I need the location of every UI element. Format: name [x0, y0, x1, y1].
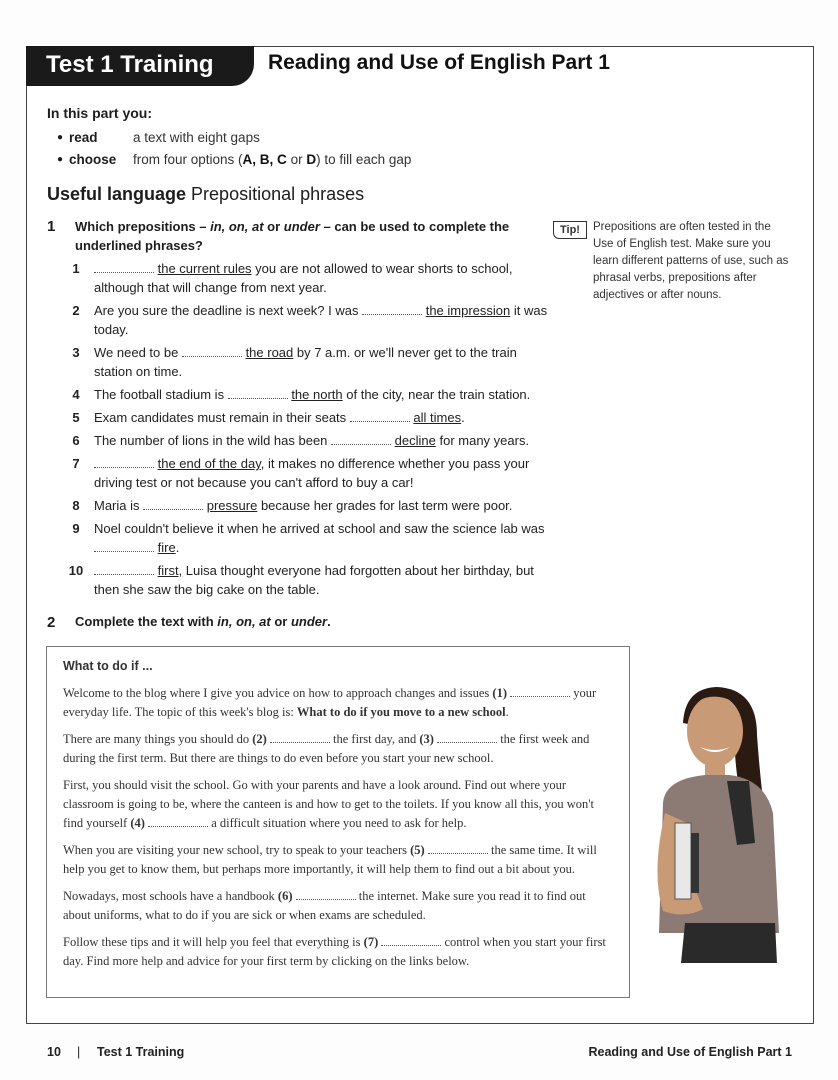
header-bar — [26, 46, 814, 86]
bullet-desc: a text with eight gaps — [133, 129, 260, 145]
question-1-instructions: 1 Which prepositions – in, on, at or under – can be used to complete the underlined phrases? — [47, 218, 510, 253]
bullet-verb: choose — [69, 151, 117, 167]
bullet-icon: ● — [57, 131, 64, 143]
item-8: 8 Maria is pressure because her grades for last term were poor. — [72, 498, 513, 513]
gap — [270, 730, 330, 743]
gap — [428, 841, 488, 854]
intro-label: In this part you: — [47, 105, 152, 121]
blog-title: What to do if ... — [63, 659, 153, 673]
useful-language-heading: Useful language Prepositional phrases — [47, 184, 365, 204]
item-2: 2 Are you sure the deadline is next week? I was the impression it was today. — [72, 303, 548, 337]
gap — [94, 562, 154, 575]
test-badge: Test 1 Training — [26, 46, 254, 86]
gap — [331, 432, 391, 445]
tip-badge: Tip! — [553, 221, 587, 239]
bullet-desc: from four options (A, B, C or D) to fill each gap — [133, 151, 412, 167]
gap — [350, 409, 410, 422]
page-number: 10 — [47, 1045, 61, 1059]
item-7: 7 the end of the day, it makes no difference whether you pass your driving test or not because you can't afford to buy a car! — [72, 456, 530, 490]
gap — [381, 933, 441, 946]
item-5: 5 Exam candidates must remain in their seats all times. — [72, 410, 465, 425]
bullet-choose — [57, 148, 411, 170]
page-title: Reading and Use of English Part 1 — [268, 51, 610, 74]
blog-paragraph: Follow these tips and it will help you feel that everything is (7) control when you start your first day. Find more help and advice for your first term by clicking on the links below. — [63, 935, 606, 968]
footer-left: Test 1 Training — [97, 1045, 185, 1059]
intro-bullets — [57, 126, 411, 170]
question-number: 1 — [47, 218, 56, 235]
bullet-read — [57, 126, 411, 148]
gap — [510, 684, 570, 697]
item-10: 10 first, Luisa thought everyone had forgotten about her birthday, but then she saw the big cake on the table. — [68, 563, 534, 597]
question-number: 2 — [47, 614, 56, 631]
gap — [437, 730, 497, 743]
gap — [94, 260, 154, 273]
bullet-verb: read — [69, 129, 98, 145]
gap — [182, 344, 242, 357]
blog-paragraph: Nowadays, most schools have a handbook (6) the internet. Make sure you read it to find out about uniforms, what to do if you are sick or when exams are scheduled. — [63, 889, 586, 922]
blog-paragraph: Welcome to the blog where I give you advice on how to approach changes and issues (1) your everyday life. The topic of this week's blog is: What to do if you move to a new school. — [63, 686, 597, 719]
item-4: 4 The football stadium is the north of the city, near the train station. — [72, 387, 531, 402]
blog-paragraph: First, you should visit the school. Go with your parents and have a look around. Find out where your classroom is going to be, where the canteen is and how to get to the toilets. If you know all this, you won't find yourself (4) a difficult situation where you need to ask for help. — [63, 778, 594, 830]
student-photo — [645, 683, 783, 963]
tip-box — [553, 219, 793, 304]
item-9: 9 Noel couldn't believe it when he arrived at school and saw the science lab was fire. — [72, 521, 545, 555]
question-2-instructions: 2 Complete the text with in, on, at or under. — [47, 614, 331, 631]
tip-text: Prepositions are often tested in the Use of English test. Make sure you learn different patterns of use, such as phrasal verbs, prepositions after adjectives or after nouns. — [593, 221, 789, 301]
gap — [94, 455, 154, 468]
gap — [143, 497, 203, 510]
bullet-icon: ● — [57, 153, 64, 165]
blog-text-box — [46, 646, 630, 998]
gap — [148, 814, 208, 827]
gap — [228, 386, 288, 399]
gap — [94, 539, 154, 552]
blog-paragraph: When you are visiting your new school, try to speak to your teachers (5) the same time. It will help you get to know them, but perhaps more importantly, it will help them to find out a bit about you. — [63, 843, 597, 876]
footer-divider: | — [77, 1045, 81, 1059]
item-1: 1 the current rules you are not allowed to wear shorts to school, although that will change from next year. — [72, 261, 513, 295]
gap — [296, 887, 356, 900]
item-3: 3 We need to be the road by 7 a.m. or we'll never get to the train station on time. — [72, 345, 517, 379]
gap — [362, 302, 422, 315]
item-6: 6 The number of lions in the wild has been decline for many years. — [72, 433, 530, 448]
footer-right: Reading and Use of English Part 1 — [588, 1045, 792, 1059]
blog-paragraph: There are many things you should do (2) the first day, and (3) the first week and during the first term. But there are things to do even before you start your new school. — [63, 732, 590, 765]
